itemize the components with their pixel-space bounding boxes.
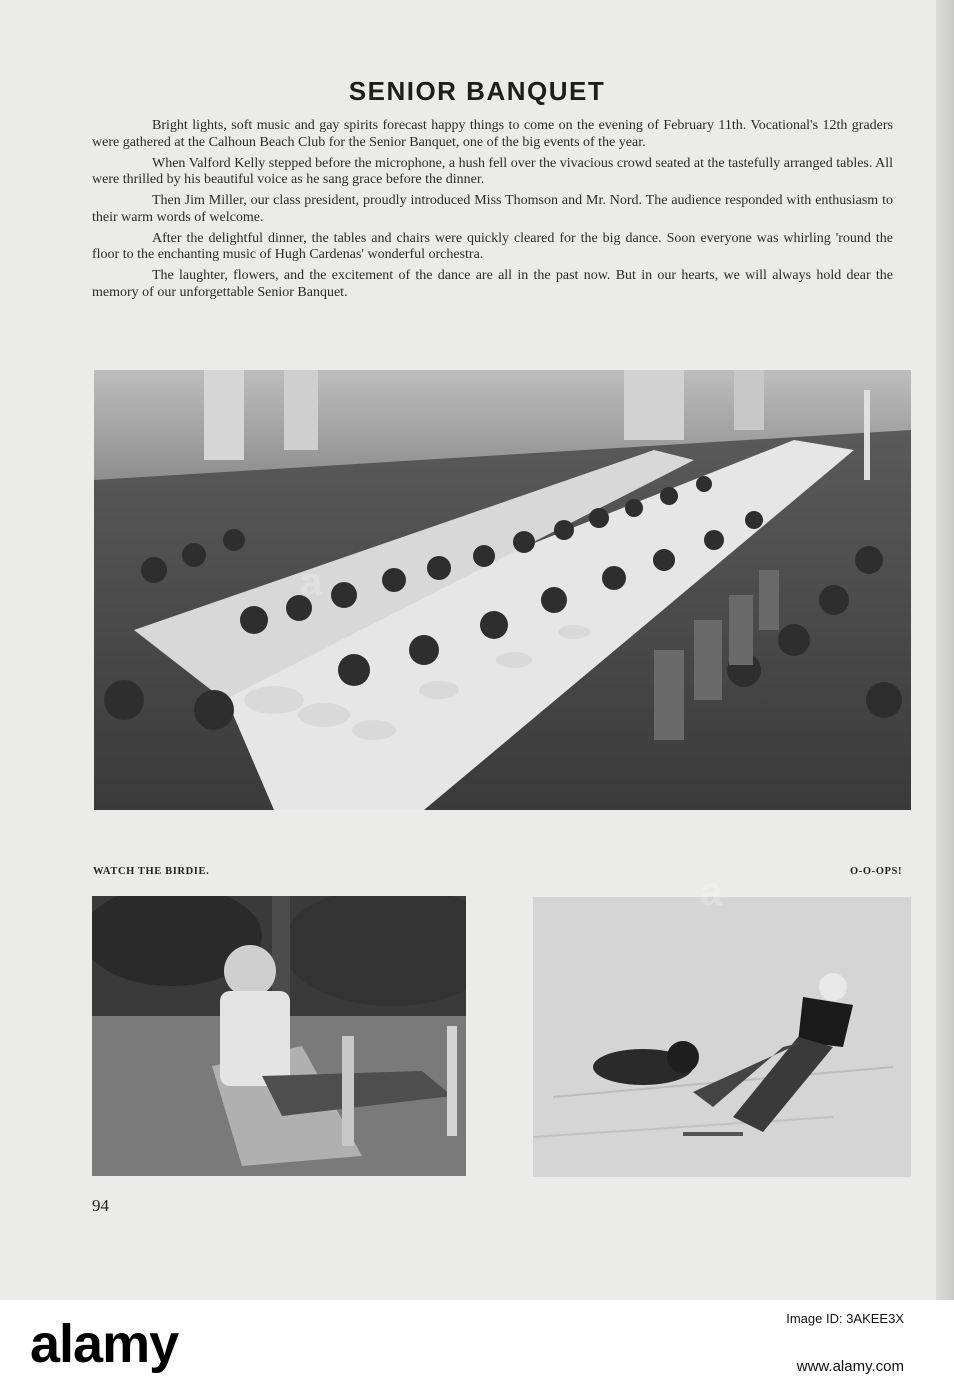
ice-skating-photo-image	[533, 897, 911, 1177]
article-paragraph: Bright lights, soft music and gay spirits forecast happy things to come on the evening of February 11th. Vocational's 12th graders were gathered at the Calhoun Beach Club for the Senior Banquet, one of the big events of the year.	[92, 118, 893, 150]
watermark-url: www.alamy.com	[796, 1358, 904, 1375]
watermark-logo-overlay: a	[700, 870, 723, 914]
page-edge-shadow	[936, 0, 954, 1300]
banquet-photo	[94, 370, 911, 810]
alamy-logo: alamy	[30, 1314, 179, 1374]
article-paragraph: After the delightful dinner, the tables and chairs were quickly cleared for the big dance. Soon everyone was whirling 'round the floor to the enchanting music of Hugh Cardenas' wonderful orchestra.	[92, 230, 893, 262]
article-body	[92, 118, 893, 306]
image-id-label: Image ID: 3AKEE3X	[786, 1311, 904, 1326]
article-paragraph: When Valford Kelly stepped before the microphone, a hush fell over the vivacious crowd seated at the tastefully arranged tables. All were thrilled by his beautiful voice as he sang grace before the dinner.	[92, 155, 893, 187]
caption-watch-the-birdie: WATCH THE BIRDIE.	[93, 866, 210, 877]
ice-skating-photo	[533, 897, 911, 1177]
article-paragraph: The laughter, flowers, and the excitement of the dance are all in the past now. But in our hearts, we will always hold dear the memory of our unforgettable Senior Banquet.	[92, 268, 893, 300]
page-number: 94	[92, 1196, 109, 1215]
watermark-logo-overlay: a	[300, 560, 323, 604]
lawn-chair-photo	[92, 896, 466, 1176]
caption-oops: O-O-OPS!	[850, 866, 903, 877]
banquet-photo-image	[94, 370, 911, 810]
lawn-chair-photo-image	[92, 896, 466, 1176]
page-title: SENIOR BANQUET	[348, 76, 606, 106]
article-paragraph: Then Jim Miller, our class president, proudly introduced Miss Thomson and Mr. Nord. The audience responded with enthusiasm to their warm words of welcome.	[92, 193, 893, 225]
